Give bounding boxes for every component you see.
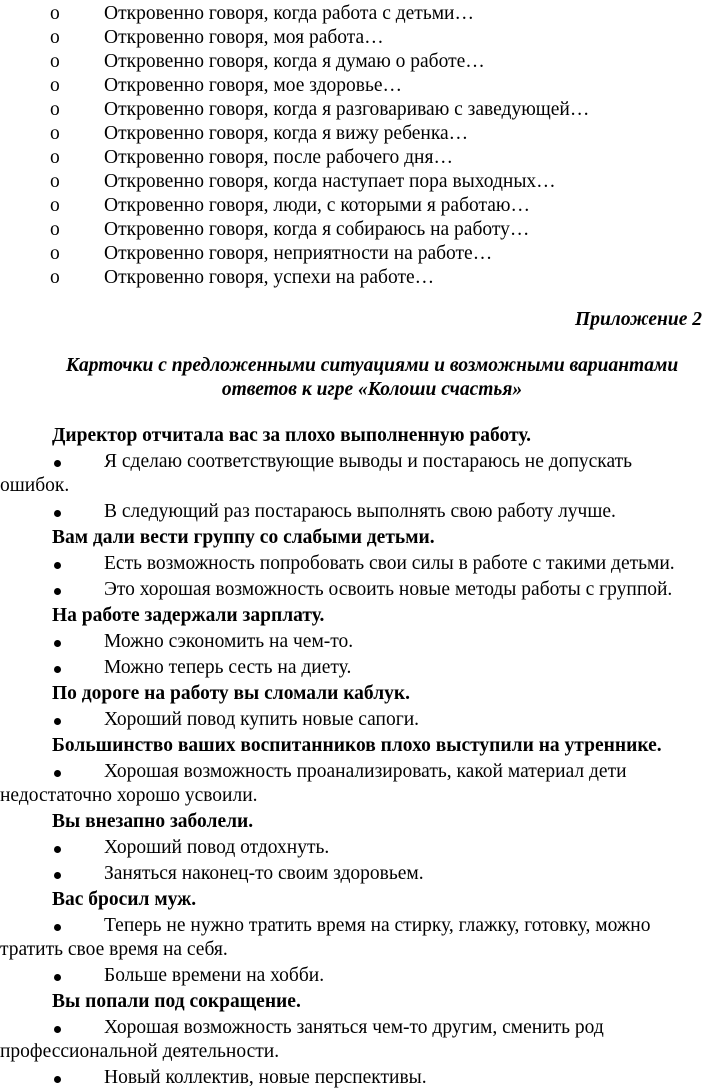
situation-heading: На работе задержали зарплату. xyxy=(52,605,325,626)
answer-item xyxy=(0,836,704,860)
phrase-list-item xyxy=(0,74,704,98)
phrase-text: Откровенно говоря, успехи на работе… xyxy=(104,267,435,288)
answer-item xyxy=(0,552,704,576)
answer-text: Я сделаю соответствующие выводы и постараюсь не допускать ошибок. xyxy=(0,451,633,496)
bullet-icon xyxy=(54,666,61,673)
answer-text: Хороший повод отдохнуть. xyxy=(104,837,330,858)
bullet-icon xyxy=(54,872,61,879)
list-marker: o xyxy=(50,147,60,168)
phrase-text: Откровенно говоря, моя работа… xyxy=(104,27,384,48)
appendix-label: Приложение 2 xyxy=(575,309,702,330)
answer-item xyxy=(0,630,704,654)
situation-heading: Большинство ваших воспитанников плохо выступили на утреннике. xyxy=(52,735,662,756)
situation-heading: Вам дали вести группу со слабыми детьми. xyxy=(52,527,435,548)
answer-item xyxy=(0,450,704,498)
bullet-icon xyxy=(54,846,61,853)
answer-text: Можно теперь сесть на диету. xyxy=(104,657,352,678)
list-marker: o xyxy=(50,195,60,216)
answer-text: Хорошая возможность проанализировать, какой материал дети недостаточно хорошо усвоили. xyxy=(0,761,627,806)
phrase-list-item xyxy=(0,218,704,242)
answer-text: Есть возможность попробовать свои силы в работе с такими детьми. xyxy=(104,553,675,574)
phrase-list-item xyxy=(0,194,704,218)
bullet-icon xyxy=(54,510,61,517)
phrase-text: Откровенно говоря, когда я думаю о работе… xyxy=(104,51,485,72)
phrase-list-item xyxy=(0,50,704,74)
bullet-icon xyxy=(54,640,61,647)
phrase-text: Откровенно говоря, после рабочего дня… xyxy=(104,147,453,168)
situation-heading: По дороге на работу вы сломали каблук. xyxy=(52,683,410,704)
phrase-text: Откровенно говоря, когда я вижу ребенка… xyxy=(104,123,469,144)
phrase-text: Откровенно говоря, когда работа с детьми… xyxy=(104,3,474,24)
phrase-list xyxy=(0,2,704,290)
phrase-list-item xyxy=(0,26,704,50)
list-marker: o xyxy=(50,171,60,192)
list-marker: o xyxy=(50,75,60,96)
bullet-icon xyxy=(54,460,61,467)
phrase-list-item xyxy=(0,170,704,194)
list-marker: o xyxy=(50,3,60,24)
answer-item xyxy=(0,862,704,886)
answer-item xyxy=(0,760,704,808)
list-marker: o xyxy=(50,243,60,264)
list-marker: o xyxy=(50,123,60,144)
phrase-list-item xyxy=(0,242,704,266)
bullet-icon xyxy=(54,1026,61,1033)
situation-heading: Вас бросил муж. xyxy=(52,889,197,910)
answer-text: Теперь не нужно тратить время на стирку, глажку, готовку, можно тратить свое время на себя. xyxy=(0,915,651,960)
answer-item xyxy=(0,500,704,524)
bullet-icon xyxy=(54,562,61,569)
answer-text: Можно сэкономить на чем-то. xyxy=(104,631,354,652)
list-marker: o xyxy=(50,51,60,72)
phrase-list-item xyxy=(0,266,704,290)
phrase-text: Откровенно говоря, когда я собираюсь на работу… xyxy=(104,219,530,240)
answer-text: Хорошая возможность заняться чем-то другим, сменить род профессиональной деятельности. xyxy=(0,1017,604,1062)
answer-text: Заняться наконец-то своим здоровьем. xyxy=(104,863,424,884)
list-marker: o xyxy=(50,99,60,120)
phrase-list-item xyxy=(0,2,704,26)
list-marker: o xyxy=(50,219,60,240)
bullet-icon xyxy=(54,1076,61,1083)
bullet-icon xyxy=(54,974,61,981)
answer-text: Больше времени на хобби. xyxy=(104,965,325,986)
phrase-text: Откровенно говоря, когда наступает пора выходных… xyxy=(104,171,556,192)
bullet-icon xyxy=(54,770,61,777)
answer-item xyxy=(0,914,704,962)
cards-subtitle: Карточки с предложенными ситуациями и возможными вариантами ответов к игре «Колоши счастья» xyxy=(65,355,679,400)
phrase-text: Откровенно говоря, неприятности на работе… xyxy=(104,243,493,264)
situation-heading: Вы внезапно заболели. xyxy=(52,811,254,832)
phrase-list-item xyxy=(0,98,704,122)
phrase-list-item xyxy=(0,122,704,146)
situation-heading: Вы попали под сокращение. xyxy=(52,991,301,1012)
bullet-icon xyxy=(54,718,61,725)
list-marker: o xyxy=(50,267,60,288)
phrase-list-item xyxy=(0,146,704,170)
answer-text: Это хорошая возможность освоить новые методы работы с группой. xyxy=(104,579,673,600)
list-marker: o xyxy=(50,27,60,48)
answer-item xyxy=(0,964,704,988)
situation-cards xyxy=(0,424,704,1092)
bullet-icon xyxy=(54,588,61,595)
bullet-icon xyxy=(54,924,61,931)
answer-text: Новый коллектив, новые перспективы. xyxy=(104,1067,427,1088)
answer-item xyxy=(0,708,704,732)
answer-item xyxy=(0,656,704,680)
situation-heading: Директор отчитала вас за плохо выполненную работу. xyxy=(52,425,532,446)
answer-item xyxy=(0,578,704,602)
phrase-text: Откровенно говоря, мое здоровье… xyxy=(104,75,403,96)
phrase-text: Откровенно говоря, когда я разговариваю с заведующей… xyxy=(104,99,590,120)
answer-text: Хороший повод купить новые сапоги. xyxy=(104,709,420,730)
phrase-text: Откровенно говоря, люди, с которыми я работаю… xyxy=(104,195,530,216)
answer-text: В следующий раз постараюсь выполнять свою работу лучше. xyxy=(104,501,616,522)
answer-item xyxy=(0,1066,704,1090)
